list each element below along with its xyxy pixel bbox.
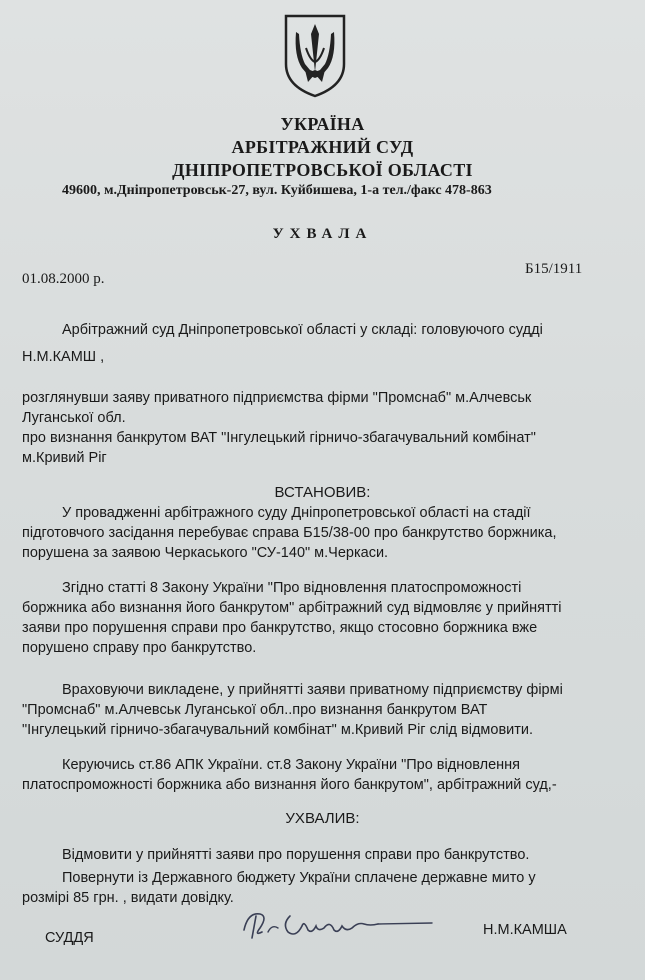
ruling-line: Повернути із Державного бюджету України сплачене державне мито у [62,870,536,886]
trident-emblem-icon [282,12,348,98]
ruling-line: Відмовити у прийнятті заяви про порушення справи про банкрутство. [62,847,530,863]
court-address: 49600, м.Дніпропетровськ-27, вул. Куйбишева, 1-а тел./факс 478-863 [62,183,492,198]
document-date: 01.08.2000 р. [22,271,105,287]
paragraph-line: порушена за заявою Черкаського "СУ-140" м.Черкаси. [22,545,389,561]
paragraph-line: порушено справу про банкрутство. [22,640,257,656]
paragraph-line: Враховуючи викладене, у прийнятті заяви приватному підприємству фірмі [62,682,563,698]
paragraph-line: У провадженні арбітражного суду Дніпропетровської області на стадії [62,505,531,521]
intro-line: м.Кривий Ріг [22,450,107,466]
court-title: АРБІТРАЖНИЙ СУД [231,137,414,157]
judge-name: Н.М.КАМША [483,922,567,938]
intro-line: Арбітражний суд Дніпропетровської області у складі: головуючого судді [62,322,543,338]
ruling-line: розмірі 85 грн. , видати довідку. [22,890,234,906]
ruled-heading: УХВАЛИВ: [285,810,360,827]
intro-line: про визнання банкрутом ВАТ "Інгулецький гірничо-збагачувальний комбінат" [22,430,536,446]
established-heading: ВСТАНОВИВ: [274,484,371,501]
case-number: Б15/1911 [525,261,583,277]
paragraph-line: боржника або визнання його банкрутом" арбітражний суд відмовляє у прийнятті [22,600,562,616]
paragraph-line: підготовчого засідання перебуває справа Б15/38-00 про банкрутство боржника, [22,525,557,541]
judge-label: СУДДЯ [45,930,94,946]
intro-line: розглянувши заяву приватного підприємства фірми "Промснаб" м.Алчевськ [22,390,532,406]
intro-line: Луганської обл. [22,410,126,426]
paragraph-line: "Інгулецький гірничо-збагачувальний комбінат" м.Кривий Ріг слід відмовити. [22,722,534,738]
paragraph-line: Згідно статті 8 Закону України "Про відновлення платоспроможності [62,580,522,596]
country-title: УКРАЇНА [280,114,365,134]
paragraph-line: платоспроможності боржника або визнання його банкрутом", арбітражний суд,- [22,777,557,793]
intro-line: Н.М.КАМШ , [22,349,105,365]
paragraph-line: "Промснаб" м.Алчевськ Луганської обл..про визнання банкрутом ВАТ [22,702,488,718]
court-region: ДНІПРОПЕТРОВСЬКОЇ ОБЛАСТІ [172,160,473,180]
paragraph-line: Керуючись ст.86 АПК України. ст.8 Закону України "Про відновлення [62,757,521,773]
document-type: УХВАЛА [272,226,373,242]
handwritten-signature [238,902,438,946]
paragraph-line: заяви про порушення справи про банкрутство, якщо стосовно боржника вже [22,620,538,636]
